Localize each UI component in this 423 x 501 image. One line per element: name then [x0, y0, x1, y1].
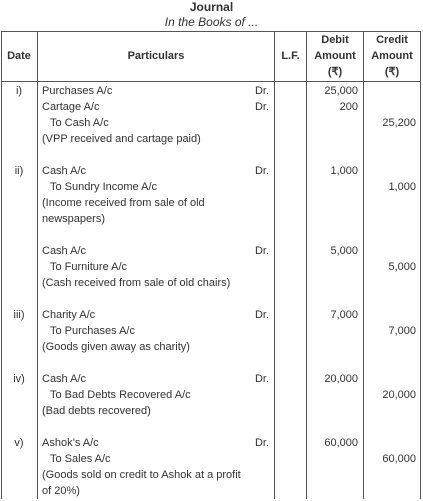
entry-particulars-line: (Goods sold on credit to Ashok at a profit — [42, 469, 241, 481]
entry-particulars-line: Ashok’s A/c — [42, 437, 99, 449]
entry-credit-amount: 1,000 — [388, 181, 416, 193]
entry-credit-amount: 25,200 — [382, 117, 416, 129]
entry-particulars-line: (Bad debts recovered) — [42, 405, 151, 417]
entry-particulars-line: To Cash A/c — [50, 117, 109, 129]
header-credit-line3: (₹) — [384, 66, 400, 78]
entry-date: ii) — [14, 165, 24, 177]
entry-particulars-line: To Purchases A/c — [50, 325, 135, 337]
journal-subtitle: In the Books of ... — [164, 15, 259, 29]
entry-credit-amount: 20,000 — [382, 389, 416, 401]
entry-dr-marker: Dr. — [254, 101, 269, 113]
entry-particulars-line: To Sundry Income A/c — [50, 181, 157, 193]
entry-particulars-line: of 20%) — [42, 485, 80, 497]
entry-date: iii) — [13, 309, 25, 321]
entry-dr-marker: Dr. — [254, 245, 269, 257]
header-debit-line3: (₹) — [327, 66, 343, 78]
entry-credit-amount: 60,000 — [382, 453, 416, 465]
entry-date: i) — [15, 85, 23, 97]
grid-line-left — [1, 31, 2, 499]
grid-line-right — [420, 31, 421, 499]
entry-particulars-line: Cash A/c — [42, 245, 87, 257]
entry-debit-amount: 60,000 — [324, 437, 358, 449]
entry-particulars-line: To Furniture A/c — [50, 261, 128, 273]
entry-debit-amount: 7,000 — [330, 309, 358, 321]
entry-particulars-line: (Income received from sale of old — [42, 197, 205, 209]
entry-dr-marker: Dr. — [254, 85, 269, 97]
entry-date: v) — [14, 437, 24, 449]
entry-dr-marker: Dr. — [254, 165, 269, 177]
entry-particulars-line: Cash A/c — [42, 373, 87, 385]
entry-particulars-line: Purchases A/c — [42, 85, 113, 97]
journal-table — [1, 31, 421, 499]
entry-credit-amount: 7,000 — [388, 325, 416, 337]
entry-dr-marker: Dr. — [254, 309, 269, 321]
header-lf: L.F. — [281, 50, 300, 62]
grid-line-date — [37, 31, 38, 499]
entry-dr-marker: Dr. — [254, 373, 269, 385]
entry-debit-amount: 200 — [339, 101, 358, 113]
entry-debit-amount: 20,000 — [324, 373, 358, 385]
entry-particulars-line: (Goods given away as charity) — [42, 341, 190, 353]
entry-dr-marker: Dr. — [254, 437, 269, 449]
entry-particulars-line: Cash A/c — [42, 165, 87, 177]
entry-particulars-line: Cartage A/c — [42, 101, 100, 113]
entry-particulars-line: (Cash received from sale of old chairs) — [42, 277, 231, 289]
entry-debit-amount: 5,000 — [330, 245, 358, 257]
header-debit-line2: Amount — [314, 50, 356, 62]
header-debit-line1: Debit — [321, 34, 349, 46]
journal-heading — [0, 0, 423, 30]
header-credit-line1: Credit — [376, 34, 408, 46]
header-particulars: Particulars — [127, 50, 185, 62]
entry-debit-amount: 1,000 — [330, 165, 358, 177]
entry-particulars-line: To Bad Debts Recovered A/c — [50, 389, 191, 401]
entry-debit-amount: 25,000 — [324, 85, 358, 97]
header-date: Date — [7, 50, 31, 62]
entry-date: iv) — [13, 373, 25, 385]
entry-credit-amount: 5,000 — [388, 261, 416, 273]
grid-line-top — [1, 31, 421, 32]
entry-particulars-line: newspapers) — [42, 213, 105, 225]
journal-title: Journal — [189, 0, 234, 14]
entry-particulars-line: (VPP received and cartage paid) — [42, 133, 201, 145]
header-credit-line2: Amount — [371, 50, 413, 62]
grid-line-header-bottom — [1, 81, 421, 82]
entry-particulars-line: To Sales A/c — [50, 453, 111, 465]
entry-particulars-line: Charity A/c — [42, 309, 96, 321]
grid-line-particulars — [274, 31, 275, 499]
